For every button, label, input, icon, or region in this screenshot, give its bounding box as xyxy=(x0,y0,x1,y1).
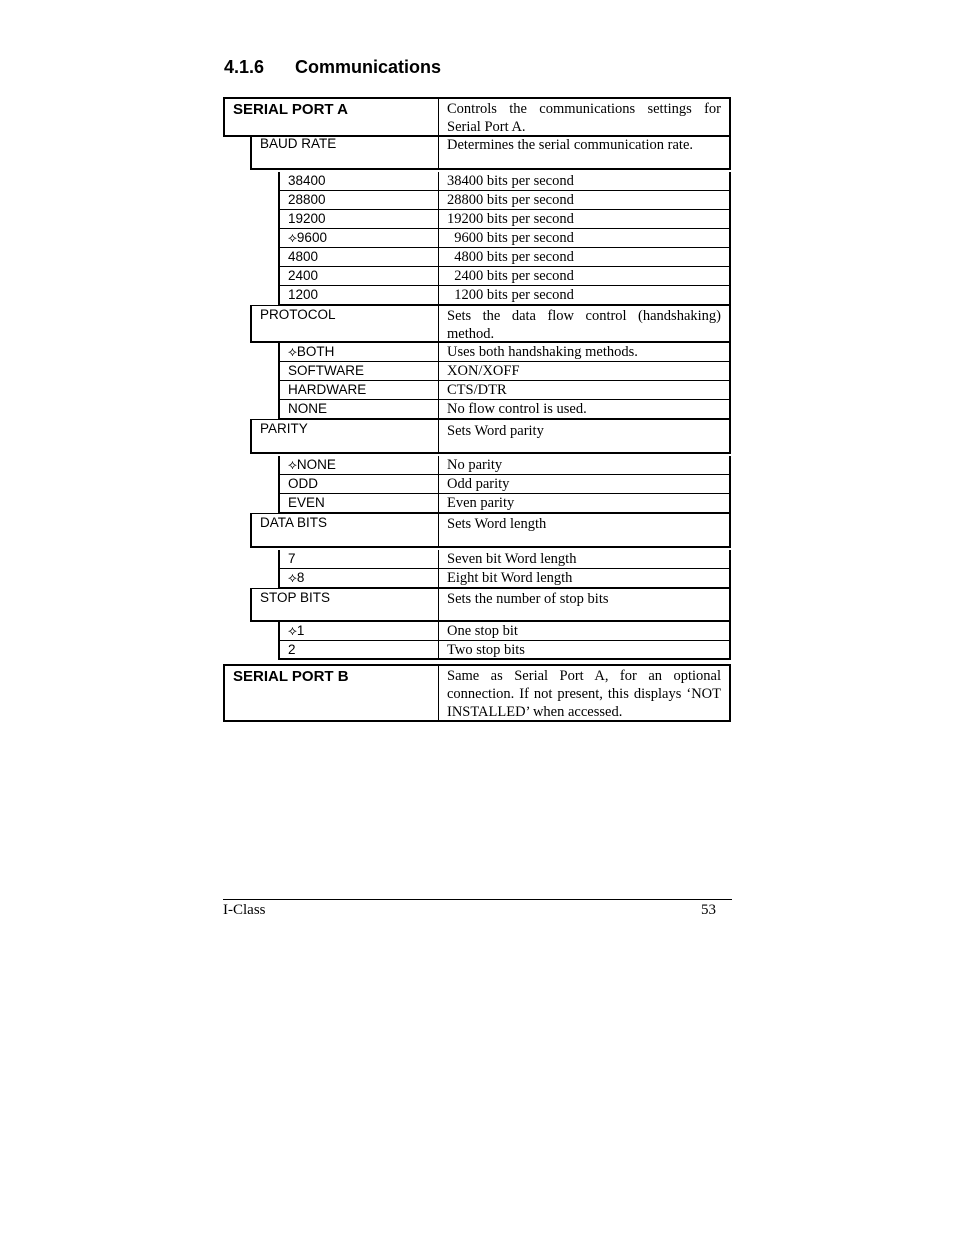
table-row-parity xyxy=(250,419,731,454)
option-desc: 9600 bits per second xyxy=(447,230,574,246)
parity-label: PARITY xyxy=(252,420,439,452)
option-desc: Odd parity xyxy=(447,476,510,492)
footer-divider xyxy=(223,899,732,900)
table-row xyxy=(278,550,731,569)
option-label-default: ⟡NONE xyxy=(280,456,439,474)
option-desc: 28800 bits per second xyxy=(447,192,574,208)
option-desc: No parity xyxy=(447,457,503,473)
option-label: 28800 xyxy=(280,191,439,209)
section-number: 4.1.6 xyxy=(224,57,265,77)
serial-port-a-label: SERIAL PORT A xyxy=(225,99,439,135)
parity-desc: Sets Word parity xyxy=(447,423,544,439)
option-label-default: ⟡BOTH xyxy=(280,343,439,361)
option-label: NONE xyxy=(280,400,439,418)
option-label: 4800 xyxy=(280,248,439,266)
serial-port-b-desc: Same as Serial Port A, for an optional connection. If not present, this displays ‘NOT INSTALLED’ when accessed. xyxy=(447,668,721,720)
option-desc: 1200 bits per second xyxy=(447,287,574,303)
option-desc: Even parity xyxy=(447,495,515,511)
table-row-serial-port-a xyxy=(223,97,731,137)
option-label: HARDWARE xyxy=(280,381,439,399)
table-row xyxy=(278,210,731,229)
protocol-label: PROTOCOL xyxy=(252,306,439,341)
option-label: SOFTWARE xyxy=(280,362,439,380)
table-row xyxy=(278,400,731,419)
baud-rate-label: BAUD RATE xyxy=(252,135,439,168)
table-row xyxy=(278,229,731,248)
protocol-desc: Sets the data flow control (handshaking) method. xyxy=(447,308,721,342)
table-row xyxy=(278,456,731,475)
stop-bits-label: STOP BITS xyxy=(252,589,439,620)
option-label: 2 xyxy=(280,641,439,658)
table-row xyxy=(278,286,731,305)
section-title: Communications xyxy=(295,57,442,77)
option-desc: Uses both handshaking methods. xyxy=(447,344,638,360)
option-desc: 19200 bits per second xyxy=(447,211,574,227)
option-desc: Eight bit Word length xyxy=(447,570,573,586)
footer-product: I-Class xyxy=(223,902,266,918)
option-desc: Seven bit Word length xyxy=(447,551,577,567)
option-label: 19200 xyxy=(280,210,439,228)
option-label-default: ⟡8 xyxy=(280,569,439,587)
data-bits-desc: Sets Word length xyxy=(447,516,547,532)
option-desc: 38400 bits per second xyxy=(447,173,574,189)
table-row xyxy=(278,191,731,210)
communications-table xyxy=(223,97,731,722)
option-desc: 2400 bits per second xyxy=(447,268,574,284)
table-row xyxy=(278,622,731,641)
option-desc: XON/XOFF xyxy=(447,363,520,379)
option-desc: No flow control is used. xyxy=(447,401,587,417)
table-row-protocol xyxy=(250,305,731,343)
stop-bits-desc: Sets the number of stop bits xyxy=(447,591,609,607)
option-label: 7 xyxy=(280,550,439,568)
data-bits-label: DATA BITS xyxy=(252,514,439,546)
option-label: 2400 xyxy=(280,267,439,285)
table-row-stop-bits xyxy=(250,588,731,622)
option-desc: CTS/DTR xyxy=(447,382,507,398)
table-row xyxy=(278,475,731,494)
page-number: 53 xyxy=(701,902,716,918)
option-desc: 4800 bits per second xyxy=(447,249,574,265)
serial-port-a-desc: Controls the communications settings for Serial Port A. xyxy=(447,101,721,135)
option-label: EVEN xyxy=(280,494,439,512)
option-label: ODD xyxy=(280,475,439,493)
option-label: 38400 xyxy=(280,172,439,190)
option-desc: One stop bit xyxy=(447,623,518,639)
section-heading xyxy=(224,57,441,78)
baud-rate-desc: Determines the serial communication rate. xyxy=(447,137,694,153)
table-row xyxy=(278,381,731,400)
table-row-serial-port-b xyxy=(223,664,731,722)
option-desc: Two stop bits xyxy=(447,642,525,658)
table-row-data-bits xyxy=(250,513,731,548)
serial-port-b-label: SERIAL PORT B xyxy=(225,666,439,720)
table-row xyxy=(278,569,731,588)
table-row xyxy=(278,343,731,362)
table-row xyxy=(278,494,731,513)
option-label: 1200 xyxy=(280,286,439,304)
option-label-default: ⟡9600 xyxy=(280,229,439,247)
table-row xyxy=(278,362,731,381)
table-row xyxy=(278,172,731,191)
table-row-baud-rate xyxy=(250,135,731,170)
table-row xyxy=(278,641,731,660)
option-label-default: ⟡1 xyxy=(280,622,439,640)
table-row xyxy=(278,248,731,267)
table-row xyxy=(278,267,731,286)
